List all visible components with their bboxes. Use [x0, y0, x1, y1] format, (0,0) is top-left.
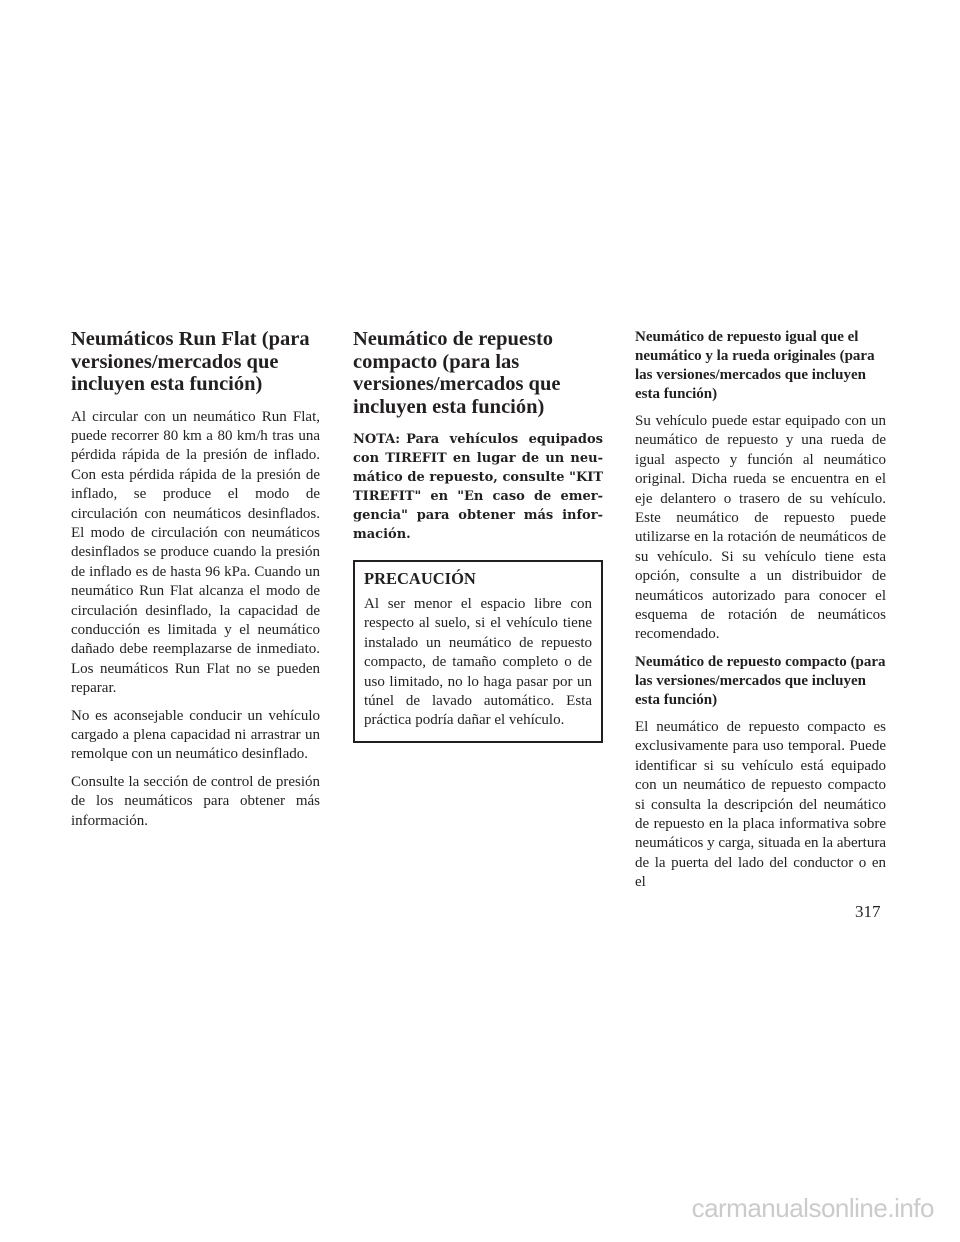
note-paragraph — [353, 430, 603, 544]
section-heading-compact-spare: Neumático de repuesto compacto (para las versiones/mercados que incluyen esta función) — [353, 328, 561, 418]
caution-box — [353, 560, 603, 743]
paragraph-run-flat-intro: Al circular con un neumático Run Flat, puede recorrer 80 km a 80 km/h tras una pérdida rápida de la presión de inflado. Con esta pérdida rápida de la presión de inflado, se produce el modo de circulación con neumáticos desinflados. El modo de circulación con neumáticos desinflados se produce cuando la presión de inflado es de hasta 96 kPa. Cuando un neumático Run Flat alcanza el modo de circulación desinflado, la capacidad de conducción es limitada y el neumático dañado debe reemplazarse de inmediato. Los neumáticos Run Flat no se pueden reparar. — [71, 408, 320, 697]
subheading-compact-spare: Neumático de repuesto compacto (para las versiones/mercados que incluyen esta función) — [635, 653, 886, 708]
column-run-flat — [71, 328, 320, 839]
column-spare-types — [635, 328, 886, 901]
section-heading-run-flat: Neumáticos Run Flat (para versiones/mercados que incluyen esta función) — [71, 328, 310, 395]
note-label: NOTA: — [353, 432, 401, 447]
paragraph-matching-spare: Su vehículo puede estar equipado con un neumático de repuesto y una rueda de igual aspecto y función al neumático original. Dicha rueda se encuentra en el eje delantero o trasero de su vehículo. Este neumático de repuesto puede utilizarse en la rotación de neumáticos de su vehículo. Si su vehículo tiene esta opción, consulte a un distribuidor de neumáticos autorizado para conocer el esquema de rotación de neumáticos recomendado. — [635, 413, 886, 643]
subheading-matching-spare: Neumático de repuesto igual que el neumático y la rueda originales (para las versiones/mercados que incluyen esta función) — [635, 329, 875, 402]
page-number: 317 — [855, 902, 881, 921]
paragraph-run-flat-load: No es aconsejable conducir un vehículo cargado a plena capacidad ni arrastrar un remolque con un neumático desinflado. — [71, 707, 320, 763]
caution-text: Al ser menor el espacio libre con respecto al suelo, si el vehículo tiene instalado un neumático de repuesto compacto, de tamaño completo o de uso limitado, no lo haga pasar por un túnel de lavado automático. Esta práctica podría dañar el vehículo. — [364, 596, 592, 729]
caution-title: PRECAUCIÓN — [364, 569, 476, 588]
column-compact-spare — [353, 328, 603, 743]
watermark: carmanualsonline.info — [691, 1193, 934, 1223]
note-text: Para vehículos equipados con TIREFIT en lugar de un neumático de repuesto, consulte "KIT TIREFIT" en "En caso de emergencia" para obtener más información. — [353, 432, 603, 542]
paragraph-run-flat-more-info: Consulte la sección de control de presión de los neumáticos para obtener más información. — [71, 773, 320, 829]
paragraph-compact-spare: El neumático de repuesto compacto es exclusivamente para uso temporal. Puede identificar si su vehículo está equipado con un neumático de repuesto compacto si consulta la descripción del neumático de repuesto en la placa informativa sobre neumáticos y carga, situada en la abertura de la puerta del lado del conductor o en el — [635, 718, 886, 891]
